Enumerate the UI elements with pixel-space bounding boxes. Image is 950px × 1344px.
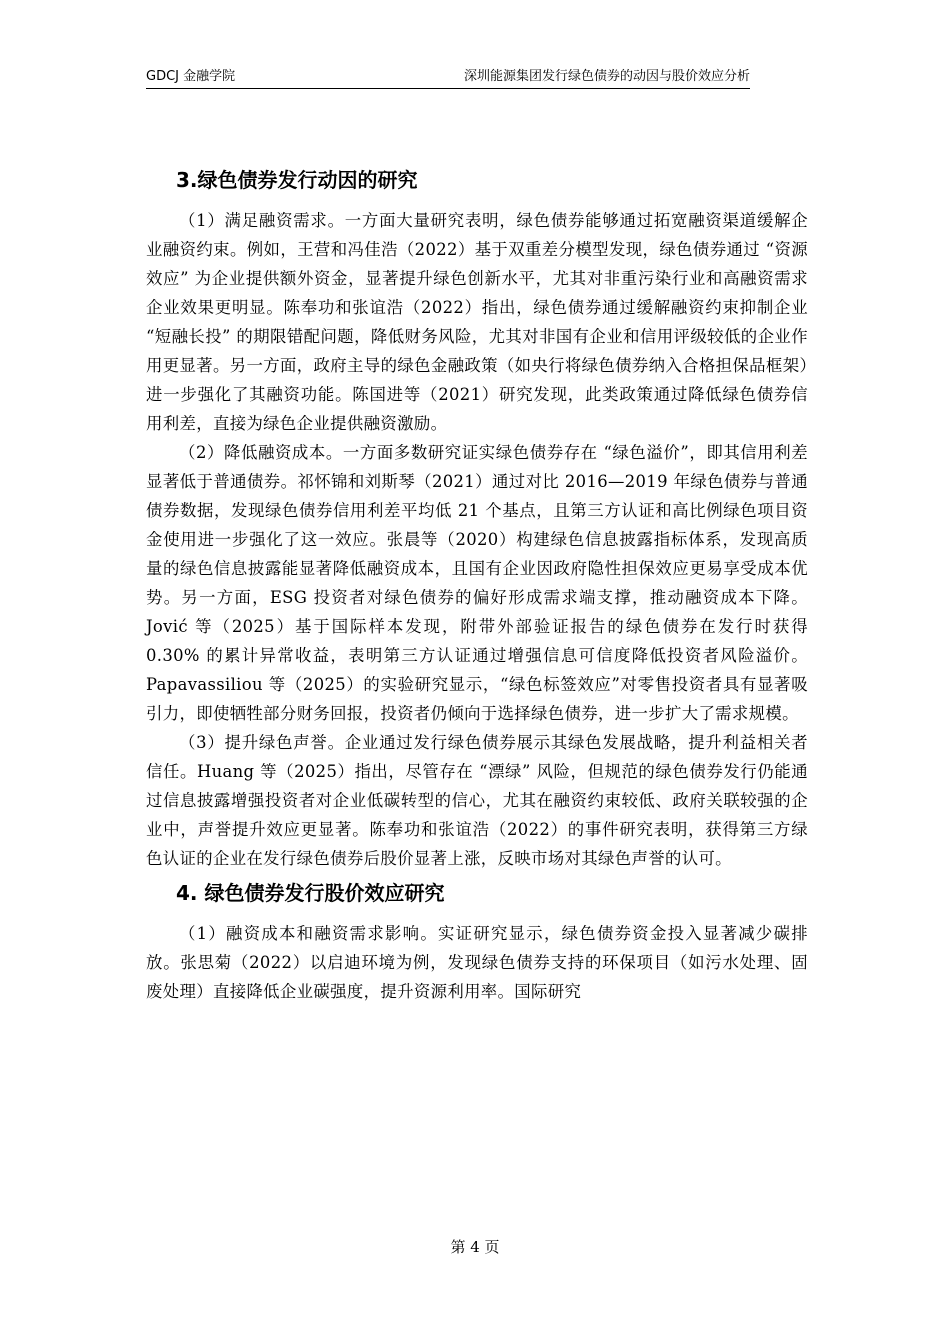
paragraph-cost-demand-impact: （1）融资成本和融资需求影响。实证研究显示，绿色债券资金投入显著减少碳排放。张思菊（2022）以启迪环境为例，发现绿色债券支持的环保项目（如污水处理、固废处理）直接降低企业碳强度，提升资源利用率。国际研究 <box>146 924 808 1001</box>
paragraph-green-reputation: （3）提升绿色声誉。企业通过发行绿色债券展示其绿色发展战略，提升利益相关者信任。Huang 等（2025）指出，尽管存在 “漂绿” 风险，但规范的绿色债券发行仍能通过信息披露增强投资者对企业低碳转型的信心，尤其在融资约束较低、政府关联较强的企业中，声誉提升效应更显著。陈奉功和张谊浩（2022）的事件研究表明，获得第三方绿色认证的企业在发行绿色债券后股价显著上涨，反映市场对其绿色声誉的认可。 <box>146 733 808 868</box>
header-institution: GDCJ 金融学院 <box>146 69 236 84</box>
page-number: 第 4 页 <box>450 1238 500 1256</box>
section-heading-stock-effect: 4. 绿色债券发行股价效应研究 <box>176 881 445 905</box>
paragraph-financing-cost: （2）降低融资成本。一方面多数研究证实绿色债券存在 “绿色溢价”，即其信用利差显著低于普通债券。祁怀锦和刘斯琴（2021）通过对比 2016—2019 年绿色债券与普通债券数据，发现绿色债券信用利差平均低 21 个基点，且第三方认证和高比例绿色项目资金使用进一步强化了这一效应。张晨等（2020）构建绿色信息披露指标体系，发现高质量的绿色信息披露能显著降低融资成本，且国有企业因政府隐性担保效应更易享受成本优势。另一方面，ESG 投资者对绿色债券的偏好形成需求端支撑，推动融资成本下降。Jović 等（2025）基于国际样本发现，附带外部验证报告的绿色债券在发行时获得 0.30% 的累计异常收益，表明第三方认证通过增强信息可信度降低投资者风险溢价。Papavassiliou 等（2025）的实验研究显示，“绿色标签效应”对零售投资者具有显著吸引力，即使牺牲部分财务回报，投资者仍倾向于选择绿色债券，进一步扩大了需求规模。 <box>146 443 808 723</box>
page-body <box>146 164 808 1006</box>
page-header <box>146 68 750 89</box>
paragraph-financing-needs: （1）满足融资需求。一方面大量研究表明，绿色债券能够通过拓宽融资渠道缓解企业融资约束。例如，王营和冯佳浩（2022）基于双重差分模型发现，绿色债券通过 “资源效应” 为企业提供额外资金，显著提升绿色创新水平，尤其对非重污染行业和高融资需求企业效果更明显。陈奉功和张谊浩（2022）指出，绿色债券通过缓解融资约束抑制企业 “短融长投” 的期限错配问题，降低财务风险，尤其对非国有企业和信用评级较低的企业作用更显著。另一方面，政府主导的绿色金融政策（如央行将绿色债券纳入合格担保品框架）进一步强化了其融资功能。陈国进等（2021）研究发现，此类政策通过降低绿色债券信用利差，直接为绿色企业提供融资激励。 <box>146 211 808 433</box>
header-paper-title: 深圳能源集团发行绿色债券的动因与股价效应分析 <box>463 69 750 84</box>
section-heading-motives: 3.绿色债券发行动因的研究 <box>176 168 418 192</box>
